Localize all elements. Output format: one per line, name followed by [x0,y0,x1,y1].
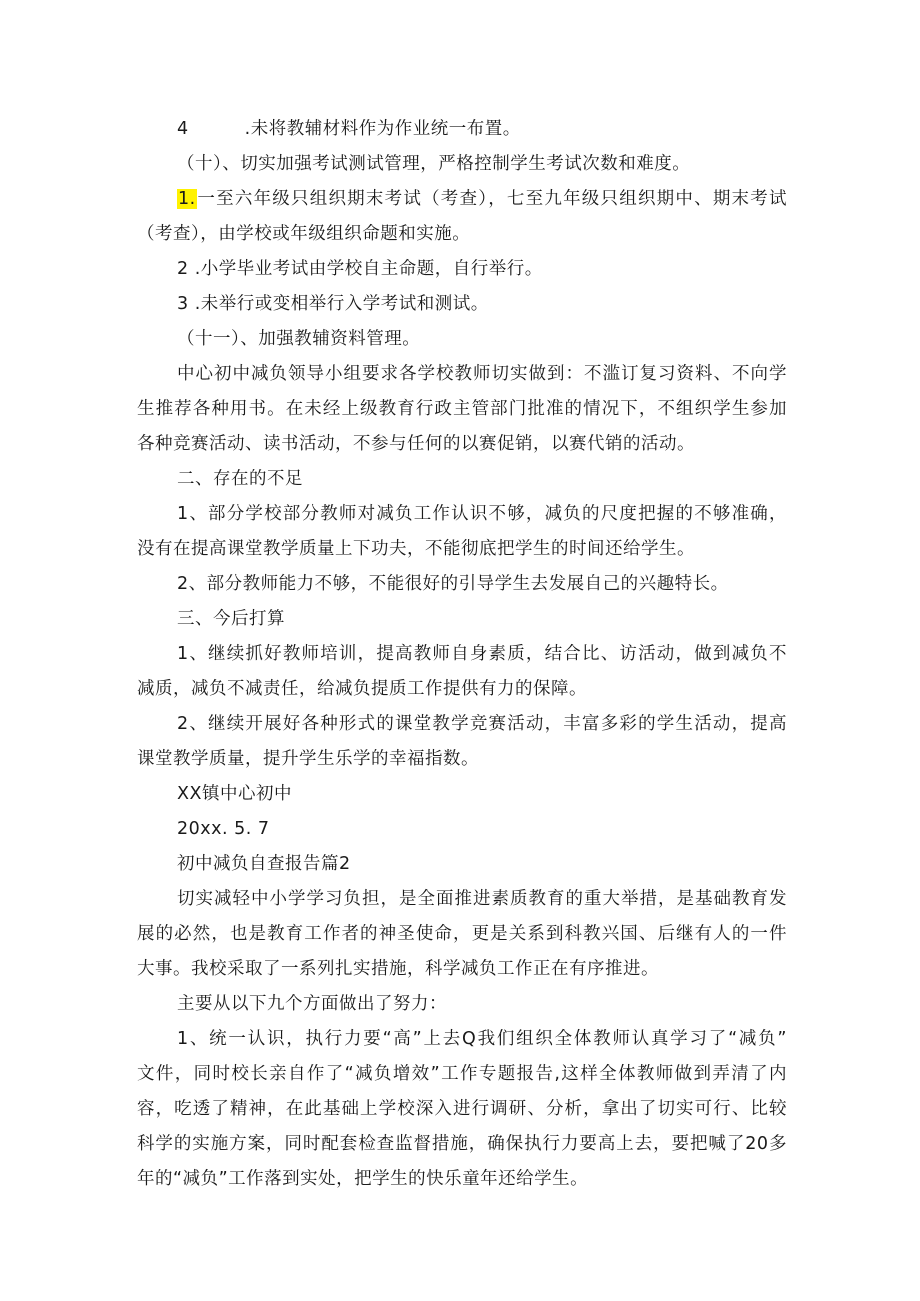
highlighted-number: 1. [178,189,196,209]
section-heading-shortcomings: 二、存在的不足 [177,469,303,489]
paragraph-plan-2-line1: 2、继续开展好各种形式的课堂教学竞赛活动，丰富多彩的学生活动，提高 [177,714,787,734]
item-number: 4 [177,119,189,139]
paragraph-effort-1-line3: 容，吃透了精神，在此基础上学校深入进行调研、分析，拿出了切实可行、比较 [137,1099,787,1119]
section-heading-plans: 三、今后打算 [177,609,285,629]
signature-school: XX镇中心初中 [177,784,292,804]
paragraph-item-1-line1: 1.一至六年级只组织期末考试（考查），七至九年级只组织期中、期末考试 [178,189,787,209]
paragraph-requirements-line1: 中心初中减负领导小组要求各学校教师切实做到：不滥订复习资料、不向学 [177,364,787,384]
paragraph-intro-line1: 切实减轻中小学学习负担，是全面推进素质教育的重大举措，是基础教育发 [177,889,787,909]
paragraph-plan-1-line1: 1、继续抓好教师培训，提高教师自身素质，结合比、访活动，做到减负不 [177,644,787,664]
paragraph-plan-1-line2: 减质，减负不减责任，给减负提质工作提供有力的保障。 [137,679,587,699]
paragraph-intro-line2: 展的必然，也是教育工作者的神圣使命，更是关系到科教兴国、后继有人的一件 [137,924,787,944]
paragraph-requirements-line2: 生推荐各种用书。在未经上级教育行政主管部门批准的情况下，不组织学生参加 [137,399,787,419]
paragraph-shortcoming-1-line1: 1、部分学校部分教师对减负工作认识不够，减负的尺度把握的不够准确， [177,504,787,524]
section-heading-11: （十一）、加强教辅资料管理。 [177,329,421,349]
paragraph-item-1-line2: （考查），由学校或年级组织命题和实施。 [137,224,471,244]
paragraph-plan-2-line2: 课堂教学质量，提升学生乐学的幸福指数。 [137,749,479,769]
paragraph-intro-line3: 大事。我校采取了一系列扎实措施，科学减负工作正在有序推进。 [137,959,659,979]
section-heading-10: （十）、切实加强考试测试管理，严格控制学生考试次数和难度。 [177,154,691,174]
report-title-part2: 初中减负自查报告篇2 [177,854,351,874]
item-text: .未将教辅材料作为作业统一布置。 [244,119,521,139]
paragraph-effort-1-line4: 科学的实施方案，同时配套检查监督措施，确保执行力要高上去，要把喊了20多 [137,1134,787,1154]
paragraph-shortcoming-1-line2: 没有在提高课堂教学质量上下功夫，不能彻底把学生的时间还给学生。 [137,539,695,559]
paragraph-item-4 [177,112,521,146]
paragraph-item-3: 3 .未举行或变相举行入学考试和测试。 [177,294,489,314]
paragraph-effort-1-line1: 1、统一认识，执行力要“高”上去Q我们组织全体教师认真学习了“减负” [177,1029,787,1049]
paragraph-efforts-heading: 主要从以下九个方面做出了努力： [177,994,447,1014]
paragraph-shortcoming-2: 2、部分教师能力不够，不能很好的引导学生去发展自己的兴趣特长。 [177,574,729,594]
paragraph-requirements-line3: 各种竞赛活动、读书活动，不参与任何的以赛促销，以赛代销的活动。 [137,434,695,454]
paragraph-item-2: 2 .小学毕业考试由学校自主命题，自行举行。 [177,259,543,279]
paragraph-effort-1-line2: 文件，同时校长亲自作了“减负增效”工作专题报告,这样全体教师做到弄清了内 [137,1064,787,1084]
paragraph-effort-1-line5: 年的“减负”工作落到实处，把学生的快乐童年还给学生。 [137,1169,589,1189]
signature-date: 20xx. 5. 7 [177,819,270,839]
